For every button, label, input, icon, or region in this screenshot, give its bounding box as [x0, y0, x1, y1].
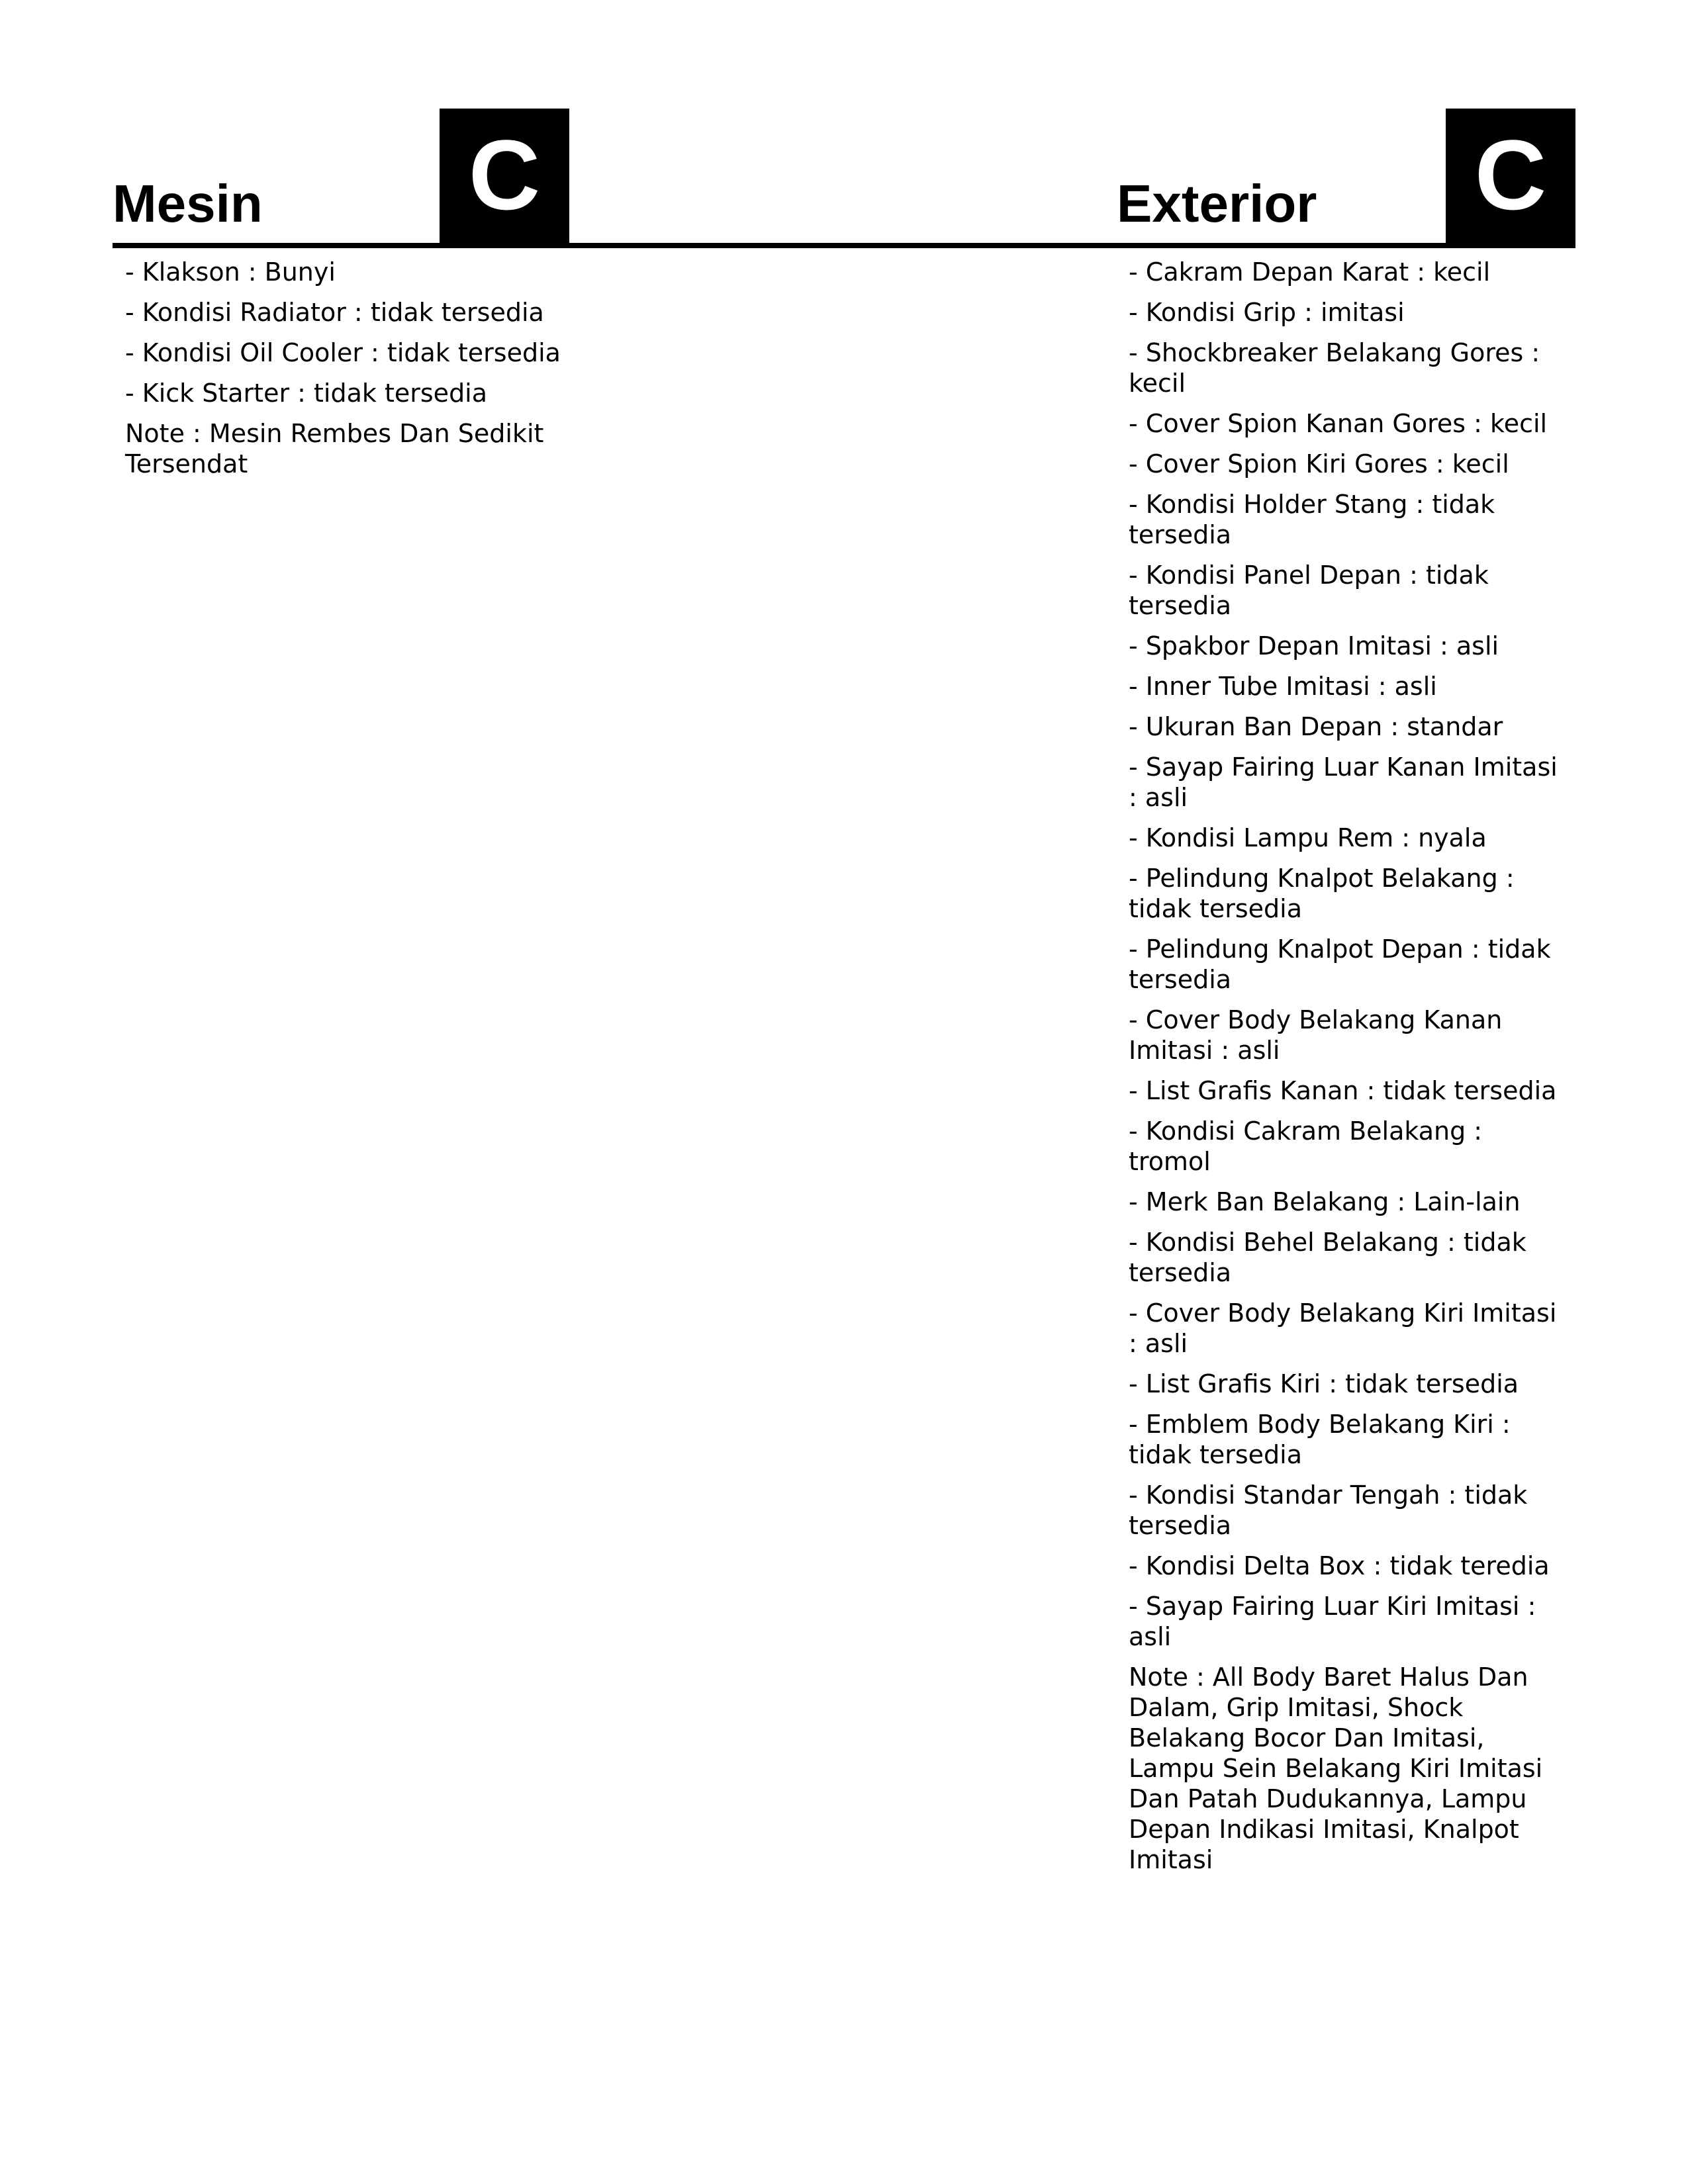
exterior-item: - Cover Body Belakang Kanan Imitasi : asli: [1129, 1005, 1503, 1065]
exterior-item: - List Grafis Kanan : tidak tersedia: [1129, 1076, 1557, 1105]
exterior-item: - Kondisi Behel Belakang : tidak tersedia: [1129, 1228, 1526, 1287]
exterior-item: - Pelindung Knalpot Depan : tidak tersedia: [1129, 934, 1551, 994]
exterior-item: - Kondisi Cakram Belakang : tromol: [1129, 1116, 1483, 1176]
exterior-item: - Kondisi Delta Box : tidak teredia: [1129, 1551, 1550, 1580]
exterior-item: - Cakram Depan Karat : kecil: [1129, 257, 1491, 287]
exterior-item: - Kondisi Panel Depan : tidak tersedia: [1129, 561, 1489, 620]
exterior-item: - Kondisi Grip : imitasi: [1129, 298, 1405, 327]
exterior-item: - Ukuran Ban Depan : standar: [1129, 712, 1503, 741]
exterior-item: - Cover Spion Kiri Gores : kecil: [1129, 449, 1509, 478]
exterior-item: - Shockbreaker Belakang Gores : kecil: [1129, 338, 1540, 398]
exterior-item: - Spakbor Depan Imitasi : asli: [1129, 631, 1499, 660]
exterior-item: - Sayap Fairing Luar Kanan Imitasi : asli: [1129, 752, 1558, 812]
exterior-title: Exterior: [1117, 174, 1317, 233]
exterior-item: - Kondisi Holder Stang : tidak tersedia: [1129, 490, 1495, 549]
header-divider: [113, 243, 1575, 248]
mesin-list: [125, 257, 562, 489]
exterior-item: - Cover Spion Kanan Gores : kecil: [1129, 409, 1548, 438]
exterior-grade-badge: C: [1446, 109, 1575, 244]
mesin-title: Mesin: [113, 174, 263, 233]
exterior-item: - Kondisi Standar Tengah : tidak tersedia: [1129, 1480, 1528, 1540]
exterior-item: - Kondisi Lampu Rem : nyala: [1129, 823, 1487, 852]
exterior-item: - Merk Ban Belakang : Lain-lain: [1129, 1187, 1521, 1216]
mesin-grade-badge: C: [440, 109, 569, 244]
exterior-item: - Sayap Fairing Luar Kiri Imitasi : asli: [1129, 1592, 1536, 1651]
mesin-item: - Kondisi Oil Cooler : tidak tersedia: [125, 338, 561, 367]
mesin-item: - Kondisi Radiator : tidak tersedia: [125, 298, 544, 327]
exterior-item: - Pelindung Knalpot Belakang : tidak tersedia: [1129, 864, 1515, 923]
mesin-item: - Klakson : Bunyi: [125, 257, 336, 287]
exterior-item: - Cover Body Belakang Kiri Imitasi : asli: [1129, 1298, 1557, 1358]
exterior-list: [1129, 257, 1566, 1885]
mesin-note: Note : Mesin Rembes Dan Sedikit Tersendat: [125, 419, 544, 478]
exterior-item: - Emblem Body Belakang Kiri : tidak tersedia: [1129, 1410, 1511, 1469]
mesin-item: - Kick Starter : tidak tersedia: [125, 379, 488, 408]
exterior-note: Note : All Body Baret Halus Dan Dalam, Grip Imitasi, Shock Belakang Bocor Dan Imitasi, Lampu Sein Belakang Kiri Imitasi Dan Patah Dudukannya, Lampu Depan Indikasi Imitasi, Knalpot Imitasi: [1129, 1662, 1543, 1874]
exterior-item: - Inner Tube Imitasi : asli: [1129, 672, 1437, 701]
exterior-item: - List Grafis Kiri : tidak tersedia: [1129, 1369, 1519, 1398]
